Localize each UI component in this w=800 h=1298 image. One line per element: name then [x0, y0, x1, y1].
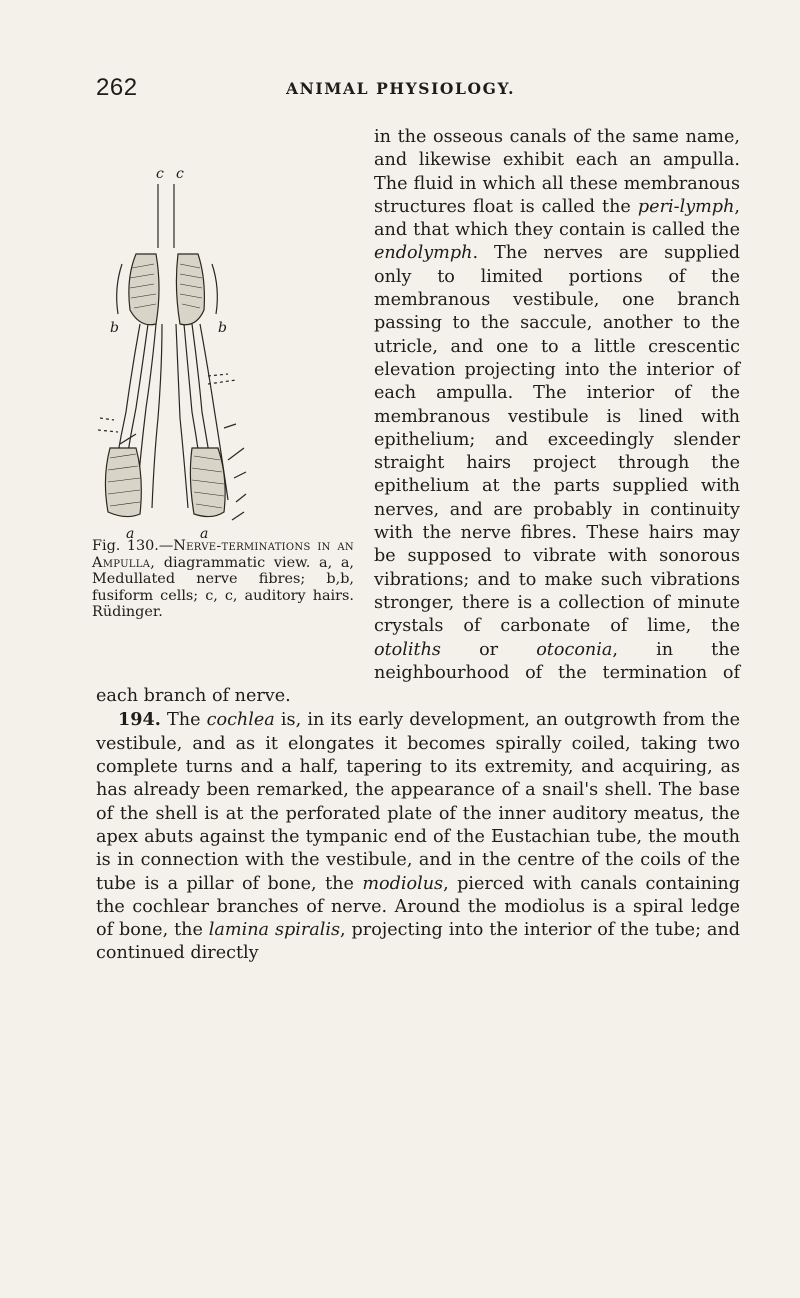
body-text: is, in its early development, an outgrowth from the vestibule, and as it elongates it becomes spirally coiled, taking two complete turns and a half, tapering to its extremity, and acquiring, as has already been remarked, the appearance of a snail's shell. The base of the shell is at the perforated plate of the inner auditory meatus, the apex abuts against the tympanic end of the Eustachian tube, the mouth is in connection with the vestibule, and in the centre of the coils of the tube is a pillar of bone, the [96, 710, 740, 894]
figure-title: Nerve-terminations in an Ampulla, [92, 538, 354, 571]
body-text: , in the neighbourhood of the termination of each branch of nerve. [96, 639, 740, 707]
body-text: in the osseous canals of the same name, and likewise exhibit each an ampulla. The fluid in which all these membranous structures float is called the [374, 127, 740, 217]
term-modiolus: modiolus [362, 873, 444, 894]
label-c-left: c [156, 166, 164, 182]
figure-caption [92, 538, 354, 621]
page-number: 262 [96, 74, 138, 101]
body-text: The [160, 710, 207, 731]
term-otoliths: otoliths [374, 639, 441, 660]
body-text: , projecting into the interior of the tube; and continued directly [96, 920, 740, 964]
term-otoconia: otoconia [536, 639, 613, 660]
term-endolymph: endolymph [374, 243, 473, 264]
page-header [96, 74, 736, 104]
label-c-right: c [176, 166, 184, 182]
term-perilymph: peri-lymph [637, 196, 735, 217]
figure-number: Fig. 130.— [92, 538, 174, 554]
figure-130 [92, 128, 360, 672]
label-a-left: a [126, 526, 135, 542]
paragraph-194 [96, 708, 740, 965]
label-b-right: b [218, 320, 227, 336]
figure-caption-text: diagrammatic view. a, a, Medullated nerve fibres; b,b, fusiform cells; c, c, auditory hairs. Rüdinger. [92, 554, 354, 621]
label-a-right: a [200, 526, 209, 542]
body-text: , pierced with canals containing the cochlear branches of nerve. Around the modiolus is a spiral ledge of bone, the [96, 873, 740, 941]
running-head: ANIMAL PHYSIOLOGY. [286, 79, 516, 98]
label-b-left: b [110, 320, 119, 336]
section-number: 194. [118, 709, 161, 731]
body-text: . The nerves are supplied only to limited portions of the membranous vestibule, one branch passing to the saccule, another to the utricle, and one to a little crescentic elevation projecting into the interior of each ampulla. The interior of the membranous vestibule is lined with epithelium; and exceedingly slender straight hairs project through the epithelium at the parts supplied with nerves, and are probably in continuity with the nerve fibres. These hairs may be supposed to vibrate with sonorous vibrations; and to make such vibrations stronger, there is a collection of minute crystals of carbonate of lime, the [374, 243, 740, 637]
page-body [92, 126, 740, 966]
body-text: , and that which they contain is called the [374, 196, 740, 241]
body-text: or [440, 639, 537, 660]
term-cochlea: cochlea [206, 710, 275, 731]
ampulla-illustration [96, 128, 296, 542]
term-lamina-spiralis: lamina spiralis [208, 920, 341, 941]
